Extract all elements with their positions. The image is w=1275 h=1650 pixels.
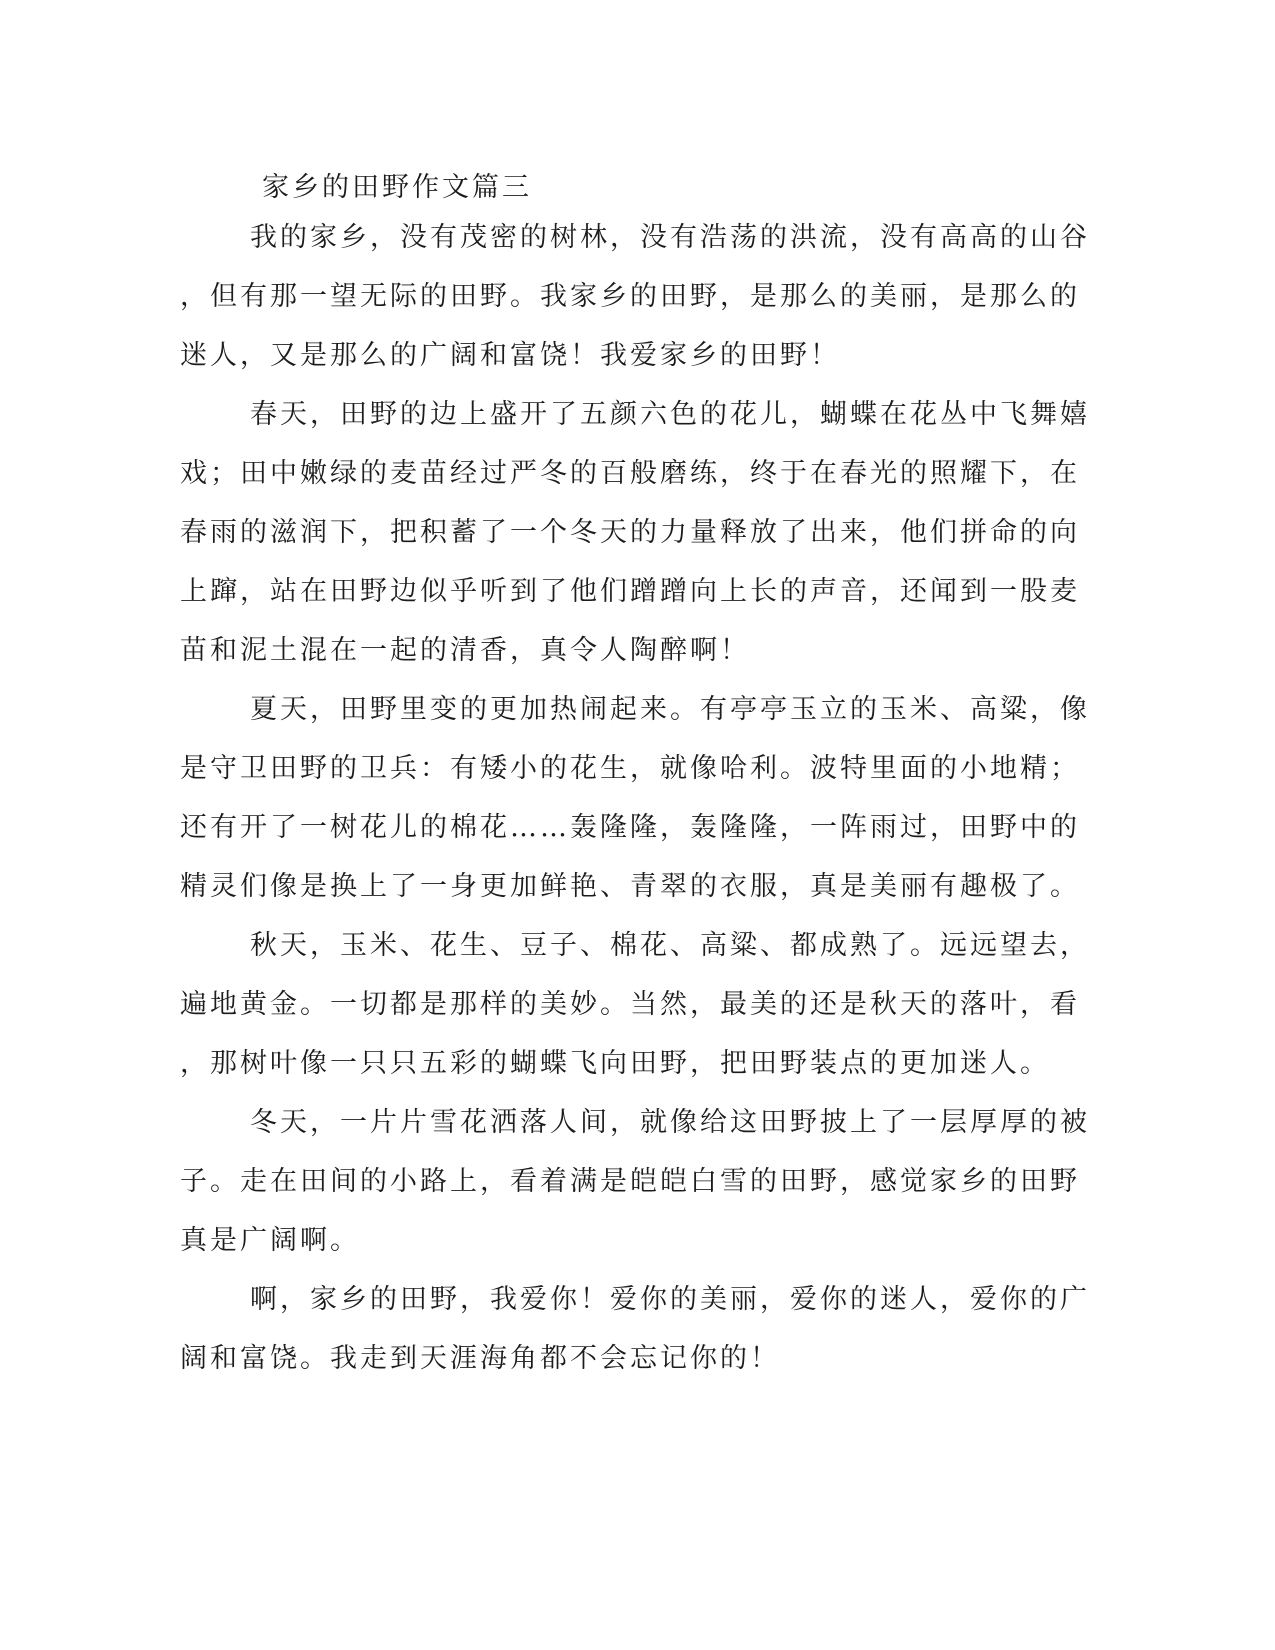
text-line: 精灵们像是换上了一身更加鲜艳、青翠的衣服，真是美丽有趣极了。 xyxy=(180,871,1080,902)
text-line: 是守卫田野的卫兵：有矮小的花生，就像哈利。波特里面的小地精； xyxy=(180,753,1080,784)
text-line: 春天，田野的边上盛开了五颜六色的花儿，蝴蝶在花丛中飞舞嬉 xyxy=(250,399,1090,430)
text-line: 戏；田中嫩绿的麦苗经过严冬的百般磨练，终于在春光的照耀下，在 xyxy=(180,458,1080,489)
text-line: 阔和富饶。我走到天涯海角都不会忘记你的！ xyxy=(180,1343,780,1374)
text-line: 冬天，一片片雪花洒落人间，就像给这田野披上了一层厚厚的被 xyxy=(250,1107,1090,1138)
text-line: 上蹿，站在田野边似乎听到了他们蹭蹭向上长的声音，还闻到一股麦 xyxy=(180,576,1080,607)
text-line: 真是广阔啊。 xyxy=(180,1225,360,1256)
text-line: 春雨的滋润下，把积蓄了一个冬天的力量释放了出来，他们拼命的向 xyxy=(180,517,1080,548)
text-line: 迷人，又是那么的广阔和富饶！我爱家乡的田野！ xyxy=(180,340,840,371)
text-line: 我的家乡，没有茂密的树林，没有浩荡的洪流，没有高高的山谷 xyxy=(250,222,1090,253)
text-line: ，但有那一望无际的田野。我家乡的田野，是那么的美丽，是那么的 xyxy=(180,281,1080,312)
text-line: 苗和泥土混在一起的清香，真令人陶醉啊！ xyxy=(180,635,750,666)
document-title: 家乡的田野作文篇三 xyxy=(262,172,532,203)
text-line: ，那树叶像一只只五彩的蝴蝶飞向田野，把田野装点的更加迷人。 xyxy=(180,1048,1050,1079)
text-line: 夏天，田野里变的更加热闹起来。有亭亭玉立的玉米、高粱，像 xyxy=(250,694,1090,725)
text-line: 啊，家乡的田野，我爱你！爱你的美丽，爱你的迷人，爱你的广 xyxy=(250,1284,1090,1315)
text-line: 还有开了一树花儿的棉花……轰隆隆，轰隆隆，一阵雨过，田野中的 xyxy=(180,812,1080,843)
text-line: 子。走在田间的小路上，看着满是皑皑白雪的田野，感觉家乡的田野 xyxy=(180,1166,1080,1197)
text-line: 秋天，玉米、花生、豆子、棉花、高粱、都成熟了。远远望去， xyxy=(250,930,1090,961)
text-line: 遍地黄金。一切都是那样的美妙。当然，最美的还是秋天的落叶，看 xyxy=(180,989,1080,1020)
